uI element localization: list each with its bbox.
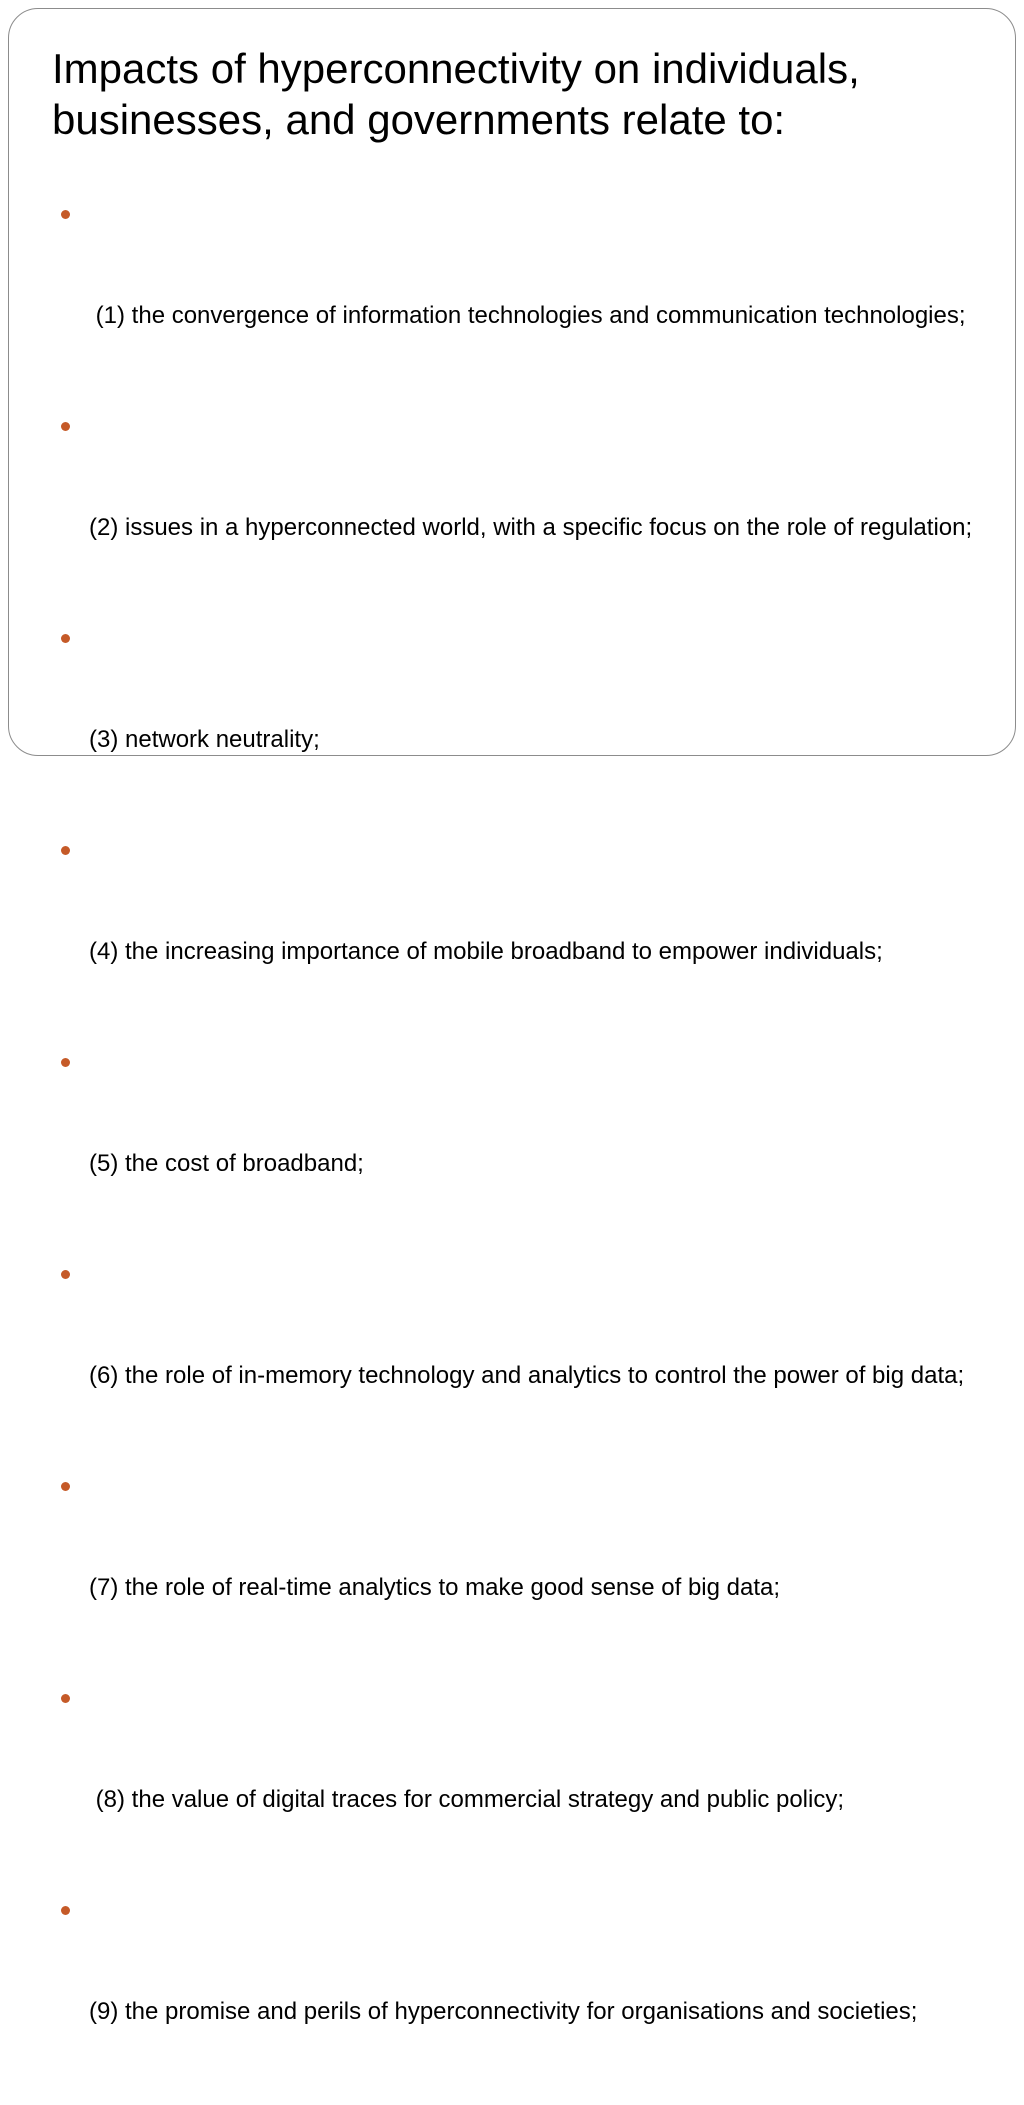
- bullet-text: (3) network neutrality;: [89, 726, 320, 753]
- bullet-item-5: [58, 1045, 978, 1249]
- bullet-item-4: [58, 833, 978, 1037]
- bullet-text: (1) the convergence of information technologies and communication technologies;: [89, 302, 966, 329]
- bullet-item-7: [58, 1469, 978, 1673]
- bullet-icon: [61, 210, 70, 219]
- bullet-icon: [61, 422, 70, 431]
- bullet-text: (6) the role of in-memory technology and analytics to control the power of big data;: [89, 1362, 965, 1389]
- bullet-icon: [61, 846, 70, 855]
- bullet-item-9: [58, 1893, 978, 2097]
- bullet-icon: [61, 1058, 70, 1067]
- bullet-text: (7) the role of real-time analytics to make good sense of big data;: [89, 1574, 781, 1601]
- bullet-item-2: [58, 409, 978, 613]
- bullet-icon: [61, 634, 70, 643]
- bullet-item-8: [58, 1681, 978, 1885]
- bullet-item-6: [58, 1257, 978, 1461]
- bullet-icon: [61, 1694, 70, 1703]
- bullet-text: (5) the cost of broadband;: [89, 1150, 364, 1177]
- bullet-text: (8) the value of digital traces for commercial strategy and public policy;: [89, 1786, 845, 1813]
- bullet-icon: [61, 1482, 70, 1491]
- bullet-item-1: [58, 197, 978, 401]
- bullet-list: [58, 197, 978, 2105]
- slide-title: Impacts of hyperconnectivity on individuals, businesses, and governments relate to:: [52, 45, 860, 143]
- bullet-icon: [61, 1270, 70, 1279]
- bullet-icon: [61, 1906, 70, 1915]
- bullet-text: (4) the increasing importance of mobile broadband to empower individuals;: [89, 938, 883, 965]
- bullet-text: (2) issues in a hyperconnected world, with a specific focus on the role of regulation;: [89, 514, 973, 541]
- bullet-item-3: [58, 621, 978, 825]
- bullet-text: (9) the promise and perils of hyperconnectivity for organisations and societies;: [89, 1998, 918, 2025]
